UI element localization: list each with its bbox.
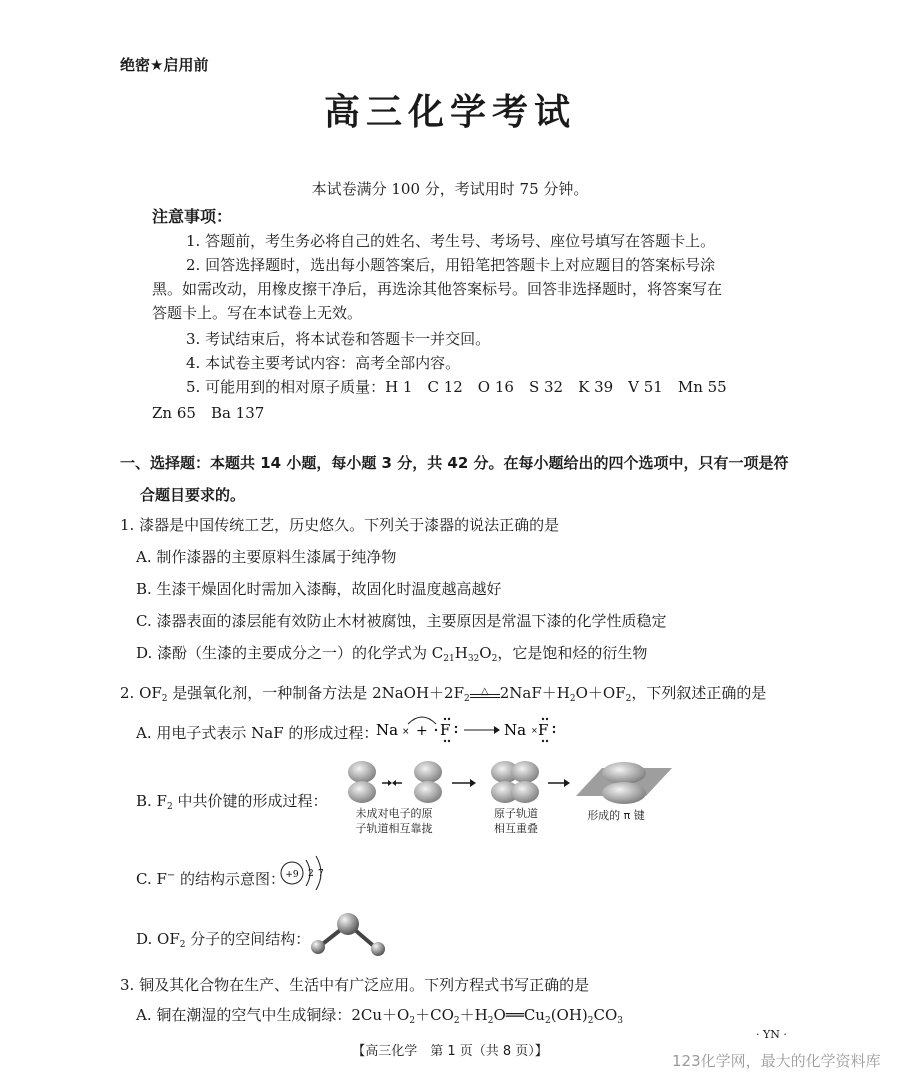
- q2-b-caption-2-line1: 原子轨道: [494, 807, 538, 820]
- f-dot: [444, 718, 446, 720]
- footer-code: · YN ·: [756, 1028, 787, 1041]
- q2-b-caption-1: [344, 806, 444, 836]
- arrow-2: [548, 779, 570, 787]
- q2-heat-symbol: △: [480, 686, 489, 697]
- q3-a-s4: 2: [544, 1016, 551, 1026]
- f-dot: [448, 740, 450, 742]
- f-dot: [448, 718, 450, 720]
- secret-label: 绝密★启用前: [120, 56, 209, 74]
- overlapping-orbitals: [491, 761, 539, 803]
- f-atom-left: [311, 940, 325, 954]
- f-symbol-1: F: [440, 721, 451, 739]
- q2-option-d-molecule-model: [308, 910, 392, 960]
- f-dot: [546, 740, 548, 742]
- na-symbol-2: Na: [504, 721, 527, 739]
- exam-intro: 本试卷满分 100 分，考试用时 75 分钟。: [311, 180, 589, 198]
- q1-d-sub2: 32: [467, 654, 480, 664]
- q3-a-m3: O: [493, 1006, 506, 1024]
- q2-b-sub: 2: [166, 802, 173, 812]
- nucleus-charge: +9: [285, 870, 299, 880]
- q2-option-b-orbital-diagram: [340, 756, 680, 812]
- f-cross: ×: [531, 726, 538, 735]
- f-atom-right: [371, 942, 385, 956]
- note-item-2-line3: 答题卡上。写在本试卷上无效。: [152, 304, 363, 322]
- q1-option-d: [136, 642, 647, 663]
- q3-a-s3: 2: [487, 1016, 494, 1026]
- q3-a-s2: 2: [453, 1016, 460, 1026]
- q3-stem: 3. 铜及其化合物在生产、生活中有广泛应用。下列方程式书写正确的是: [120, 976, 590, 994]
- arrow-1: [452, 779, 476, 787]
- note-item-2-line2: 黑。如需改动，用橡皮擦干净后，再选涂其他答案标号。回答非选择题时，将答案写在: [152, 280, 723, 298]
- q1-d-mid2: O: [479, 644, 492, 662]
- q2-option-b-label: [136, 790, 327, 811]
- note-item-2-line1: 2. 回答选择题时，选出每小题答案后，用铅笔把答题卡上对应题目的答案标号涂: [186, 256, 716, 274]
- q1-stem: 1. 漆器是中国传统工艺，历史悠久。下列关于漆器的说法正确的是: [120, 516, 560, 534]
- q2-option-c-ion-structure: [278, 852, 334, 894]
- f-dot: [542, 740, 544, 742]
- q2-d-text: 分子的空间结构：: [185, 930, 311, 948]
- q3-a-m5: (OH): [550, 1006, 588, 1024]
- q3-a-s1: 2: [409, 1016, 416, 1026]
- q1-d-sub1: 21: [443, 654, 455, 664]
- q2-stem-products: 2NaF＋H: [499, 684, 570, 702]
- q3-a-m4: Cu: [523, 1006, 545, 1024]
- q2-b-caption-2-line2: 相互重叠: [494, 822, 538, 835]
- f-symbol-2: F: [538, 721, 549, 739]
- q2-b-caption-3: 形成的 π 键: [587, 809, 645, 822]
- q1-d-sub3: 2: [491, 654, 498, 664]
- q3-a-prefix: A. 铜在潮湿的空气中生成铜绿：2Cu＋O: [136, 1006, 410, 1024]
- q2-stem-sub4: 2: [625, 694, 632, 704]
- f-dot: [553, 726, 555, 728]
- f-dot: [553, 731, 555, 733]
- q3-a-s5: 2: [587, 1016, 594, 1026]
- shell-2-count: 7: [318, 869, 324, 879]
- q3-option-a: [136, 1004, 623, 1025]
- q3-a-m2: ＋H: [459, 1006, 488, 1024]
- f-dot: [435, 729, 437, 731]
- na-symbol-1: Na: [376, 721, 399, 739]
- section1-heading-line2: 合题目要求的。: [140, 486, 246, 504]
- f-dot: [455, 731, 457, 733]
- notes-heading: 注意事项：: [152, 207, 233, 226]
- f-dot: [455, 726, 457, 728]
- q1-option-a: A. 制作漆器的主要原料生漆属于纯净物: [136, 548, 397, 566]
- pi-bond-diagram: [576, 762, 672, 804]
- watermark: 123化学网，最大的化学资料库: [672, 1052, 881, 1070]
- q2-d-prefix: D. OF: [136, 930, 180, 948]
- q3-a-m1: ＋CO: [415, 1006, 454, 1024]
- q1-option-c: C. 漆器表面的漆层能有效防止木材被腐蚀，主要原因是常温下漆的化学性质稳定: [136, 612, 667, 630]
- f-dot: [542, 718, 544, 720]
- section1-heading-line1: 一、选择题：本题共 14 小题，每小题 3 分，共 42 分。在每小题给出的四个选项中，只有一项是符: [120, 454, 789, 472]
- na-electron-dot: ×: [402, 727, 410, 737]
- q2-stem-prefix: 2. OF: [120, 684, 162, 702]
- q1-d-suffix: ，它是饱和烃的衍生物: [497, 644, 648, 662]
- q1-d-prefix: D. 漆酚（生漆的主要成分之一）的化学式为 C: [136, 644, 444, 662]
- q2-c-prefix: C. F: [136, 870, 167, 888]
- note-item-1: 1. 答题前，考生务必将自己的姓名、考生号、考场号、座位号填写在答题卡上。: [186, 232, 716, 250]
- note-item-4: 4. 本试卷主要考试内容：高考全部内容。: [186, 354, 461, 372]
- p-orbital-left: [348, 761, 376, 803]
- q2-stem: [120, 682, 766, 703]
- note-item-3: 3. 考试结束后，将本试卷和答题卡一并交回。: [186, 330, 491, 348]
- q2-stem-suffix: ，下列叙述正确的是: [631, 684, 767, 702]
- q2-d-sub: 2: [179, 940, 186, 950]
- q2-c-sup: −: [166, 870, 176, 881]
- o-atom: [337, 913, 359, 935]
- q2-b-prefix: B. F: [136, 792, 167, 810]
- q2-stem-products2: O＋OF: [575, 684, 626, 702]
- note-item-5-line1: 5. 可能用到的相对原子质量：H 1 C 12 O 16 S 32 K 39 V 51 Mn 55: [186, 378, 727, 396]
- q1-option-b: B. 生漆干燥固化时需加入漆酶，故固化时温度越高越好: [136, 580, 502, 598]
- q2-b-caption-2: [480, 806, 552, 836]
- q3-a-equals: ══: [505, 1006, 524, 1024]
- q2-stem-sub: 2: [161, 694, 168, 704]
- note-item-5-line2: Zn 65 Ba 137: [152, 404, 265, 422]
- p-orbital-right: [414, 761, 442, 803]
- q2-option-d-label: [136, 928, 310, 949]
- q2-b-caption-1-line2: 子轨道相互靠拢: [355, 822, 433, 835]
- q2-b-text: 中共价键的形成过程：: [172, 792, 328, 810]
- approach-arrows: [382, 780, 402, 786]
- q2-c-text: 的结构示意图：: [175, 870, 286, 888]
- q2-option-a-electron-formula: [376, 710, 556, 750]
- f-dot: [546, 718, 548, 720]
- q3-a-m6: CO: [593, 1006, 618, 1024]
- q3-a-s6: 3: [617, 1016, 624, 1026]
- q2-option-c-label: [136, 868, 285, 889]
- q1-d-mid1: H: [454, 644, 468, 662]
- plus-sign: +: [416, 723, 428, 739]
- q2-option-a-label: A. 用电子式表示 NaF 的形成过程：: [136, 724, 379, 742]
- reaction-arrow-head: [494, 726, 500, 734]
- page-title: 高三化学考试: [323, 92, 576, 133]
- q2-stem-sub2: 2: [464, 694, 470, 704]
- page-footer: 【高三化学 第 1 页（共 8 页）】: [352, 1044, 548, 1059]
- f-dot: [444, 740, 446, 742]
- q2-stem-mid: 是强氧化剂，一种制备方法是 2NaOH＋2F: [167, 684, 465, 702]
- shell-1-count: 2: [308, 869, 314, 879]
- q2-stem-sub3: 2: [569, 694, 576, 704]
- q2-b-caption-1-line1: 未成对电子的原: [355, 807, 433, 820]
